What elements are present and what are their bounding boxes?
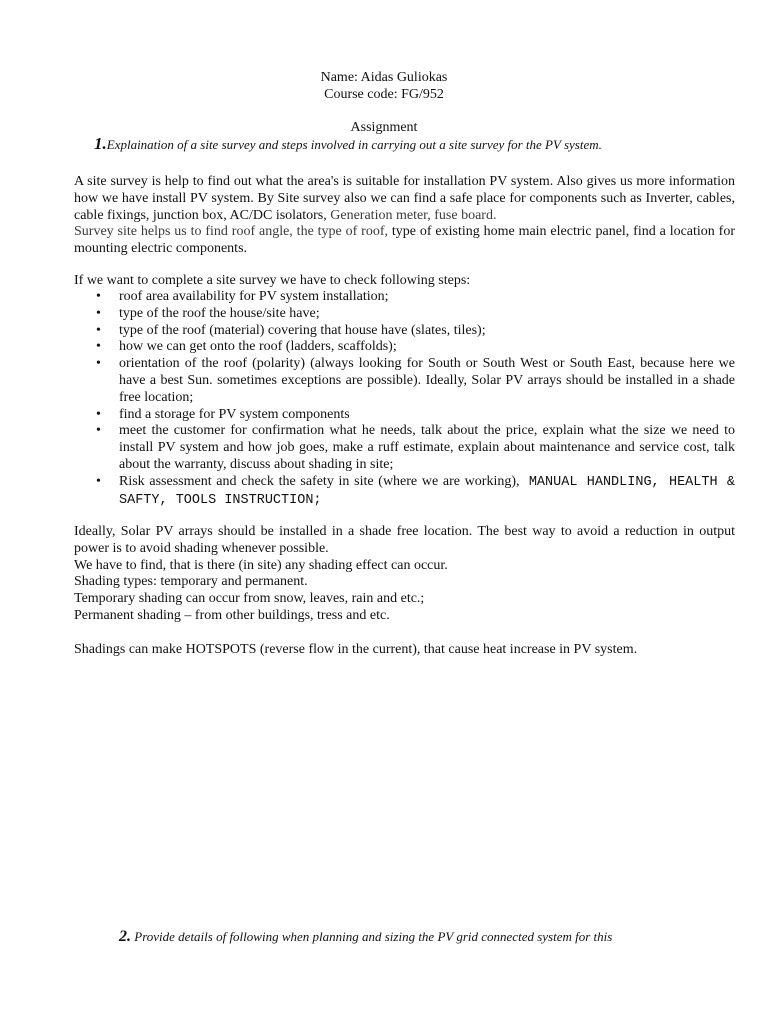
step-text: type of the roof (material) covering that house have (slates, tiles); (119, 322, 486, 338)
intro-text-3: Survey site helps us to find roof angle, the type of roof, (74, 224, 388, 240)
question-2-text: Provide details of following when planning and sizing the PV grid connected system for this (131, 929, 613, 944)
step-text: find a storage for PV system components (119, 406, 350, 422)
intro-paragraph (74, 174, 735, 258)
list-item (74, 323, 735, 340)
bullet: • (96, 423, 101, 439)
shading-line: Temporary shading can occur from snow, leaves, rain and etc.; (74, 591, 425, 607)
author-name: Name: Aidas Guliokas (320, 70, 448, 85)
assignment-title: Assignment (350, 120, 418, 135)
shading-paragraph (74, 524, 735, 625)
question-2-number: 2. (119, 928, 131, 945)
course-code: Course code: FG/952 (324, 87, 444, 102)
bullet: • (96, 322, 101, 338)
question-1 (94, 136, 602, 154)
step-text: roof area availability for PV system installation; (119, 289, 389, 304)
bullet: • (96, 305, 101, 321)
question-1-number: 1. (94, 134, 107, 153)
list-item (74, 289, 735, 306)
bullet: • (96, 473, 101, 489)
list-item (74, 407, 735, 424)
intro-text-2: Generation meter, fuse board. (326, 207, 497, 223)
bullet: • (96, 356, 101, 372)
shading-line: Shading types: temporary and permanent. (74, 574, 308, 590)
intro-text-4: type of existing home main electric panel, find a location for mounting electric components. (74, 224, 735, 257)
list-item (74, 356, 735, 406)
shading-line: We have to find, that is there (in site) any shading effect can occur. (74, 557, 448, 573)
hotspots-paragraph: Shadings can make HOTSPOTS (reverse flow in the current), that cause heat increase in PV system. (74, 642, 638, 657)
list-item (74, 339, 735, 356)
step-text: orientation of the roof (polarity) (always looking for South or South West or South East, because here we have a best Sun. sometimes exceptions are possible). Ideally, Solar PV arrays should be installed in a shade free location; (119, 356, 735, 405)
shading-line: Permanent shading – from other buildings, tress and etc. (74, 607, 390, 623)
step-text: Risk assessment and check the safety in site (where we are working), (119, 473, 520, 489)
step-text: meet the customer for confirmation what he needs, talk about the price, explain what the size we need to install PV system and how job goes, make a ruff estimate, explain about maintenance and service cost, talk about the warranty, discuss about shading in site; (119, 423, 735, 472)
steps-list (74, 289, 735, 509)
question-1-text: Explaination of a site survey and steps involved in carrying out a site survey for the PV system. (106, 137, 602, 152)
step-text: type of the roof the house/site have; (119, 305, 320, 321)
bullet: • (96, 339, 101, 355)
intro-text-1: A site survey is help to find out what the area's is suitable for installation PV system. Also gives us more information how we have install PV system. By Site survey also we can find a safe place for components such as Inverter, cables, cable fixings, junction box, AC/DC isolators, (74, 174, 735, 223)
bullet: • (96, 406, 101, 422)
step-caps-text: MANUAL HANDLING, HEALTH & SAFTY, TOOLS INSTRUCTION; (119, 474, 735, 508)
steps-intro: If we want to complete a site survey we have to check following steps: (74, 273, 471, 288)
shading-line: Ideally, Solar PV arrays should be installed in a shade free location. The best way to avoid a reduction in output power is to avoid shading whenever possible. (74, 524, 735, 556)
bullet: • (96, 289, 101, 304)
list-item (74, 474, 735, 510)
list-item (74, 306, 735, 323)
question-2 (119, 929, 735, 946)
step-text: how we can get onto the roof (ladders, scaffolds); (119, 339, 397, 355)
list-item (74, 423, 735, 473)
